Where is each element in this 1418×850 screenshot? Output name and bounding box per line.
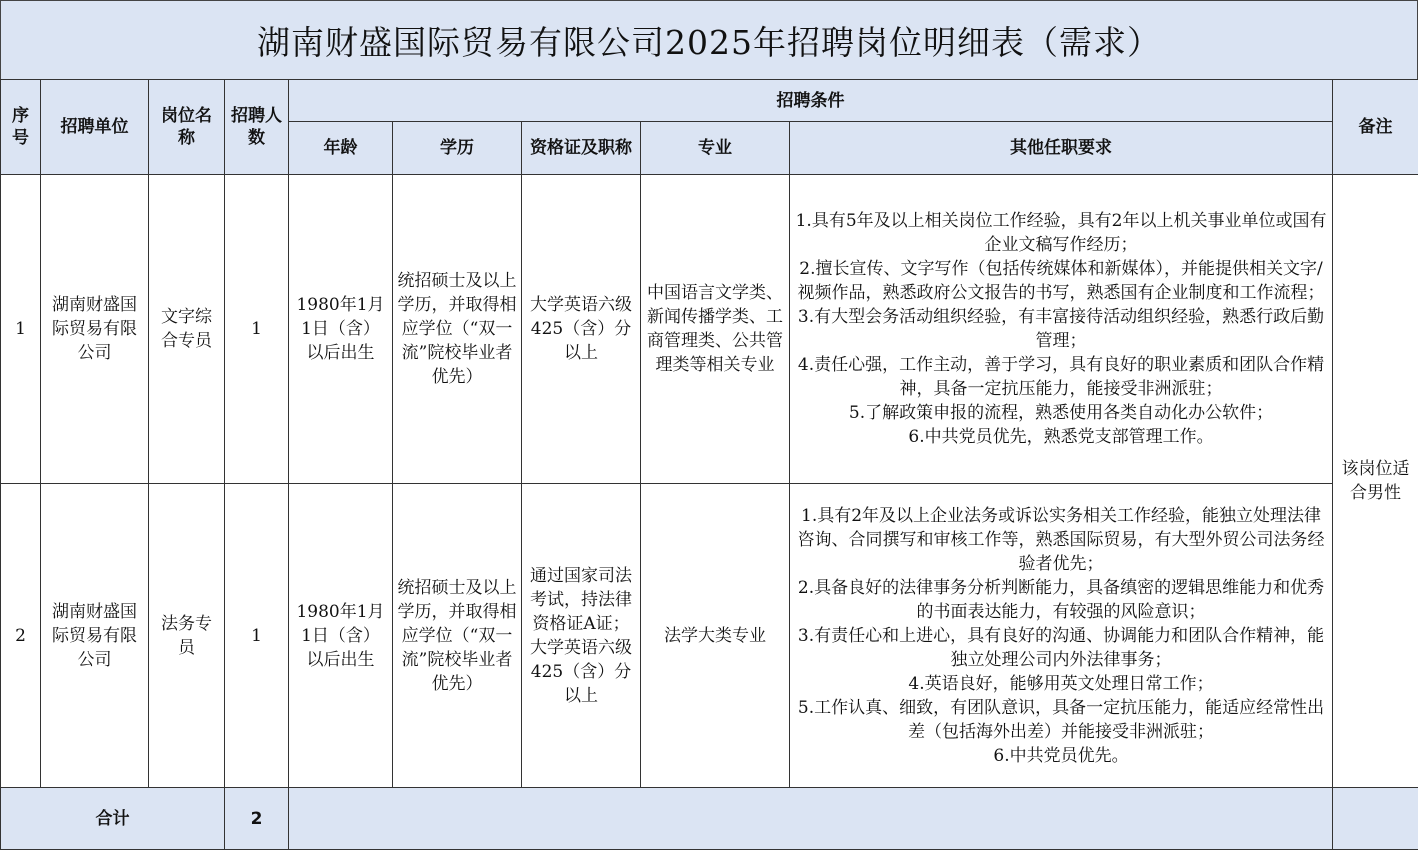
cell-age: 1980年1月1日（含）以后出生 (289, 175, 393, 484)
cell-unit: 湖南财盛国际贸易有限公司 (41, 175, 149, 484)
requirement-item: 4.英语良好，能够用英文处理日常工作； (908, 673, 1214, 694)
cell-position: 文字综合专员 (149, 175, 225, 484)
total-label: 合计 (1, 788, 225, 850)
cell-count: 1 (225, 175, 289, 484)
requirement-item: 1.具有5年及以上相关岗位工作经验，具有2年以上机关事业单位或国有企业文稿写作经历； (795, 211, 1327, 255)
header-row-top (1, 80, 1418, 122)
title-bar (0, 0, 1418, 80)
header-other: 其他任职要求 (790, 122, 1333, 175)
requirement-item: 5.了解政策申报的流程，熟悉使用各类自动化办公软件； (848, 403, 1274, 423)
requirement-item: 2.擅长宣传、文字写作（包括传统媒体和新媒体），并能提供相关文字/视频作品，熟悉政府公文报告的书写，熟悉国有企业制度和工作流程； (797, 259, 1325, 303)
requirement-item: 5.工作认真、细致，有团队意识，具备一定抗压能力，能适应经常性出差（包括海外出差）并能接受非洲派驻； (797, 697, 1325, 742)
table-row (1, 484, 1418, 788)
header-certificate: 资格证及职称 (522, 122, 641, 175)
header-major: 专业 (641, 122, 790, 175)
cell-certificate: 通过国家司法考试，持法律资格证A证；大学英语六级425（含）分以上 (522, 484, 641, 788)
cell-seq: 2 (1, 484, 41, 788)
total-count: 2 (225, 788, 289, 850)
table-row (1, 175, 1418, 484)
cell-certificate: 大学英语六级425（含）分以上 (522, 175, 641, 484)
header-count: 招聘人数 (225, 80, 289, 175)
requirement-item: 2.具备良好的法律事务分析判断能力，具备缜密的逻辑思维能力和优秀的书面表达能力，有较强的风险意识； (797, 577, 1325, 622)
cell-seq: 1 (1, 175, 41, 484)
cell-major: 中国语言文学类、新闻传播学类、工商管理类、公共管理类等相关专业 (641, 175, 790, 484)
cell-unit: 湖南财盛国际贸易有限公司 (41, 484, 149, 788)
header-education: 学历 (393, 122, 522, 175)
cell-age: 1980年1月1日（含）以后出生 (289, 484, 393, 788)
requirement-item: 4.责任心强，工作主动，善于学习，具有良好的职业素质和团队合作精神，具备一定抗压能力，能接受非洲派驻； (797, 355, 1325, 399)
cell-remark: 该岗位适合男性 (1333, 175, 1418, 788)
cell-requirements (790, 175, 1333, 484)
header-remark: 备注 (1333, 80, 1418, 175)
header-conditions: 招聘条件 (289, 80, 1333, 122)
requirement-item: 3.有大型会务活动组织经验，有丰富接待活动组织经验，熟悉行政后勤管理； (797, 307, 1325, 351)
header-position: 岗位名称 (149, 80, 225, 175)
requirement-item: 6.中共党员优先，熟悉党支部管理工作。 (908, 427, 1214, 447)
header-seq: 序号 (1, 80, 41, 175)
header-age: 年龄 (289, 122, 393, 175)
cell-education: 统招硕士及以上学历，并取得相应学位（“双一流”院校毕业者优先） (393, 484, 522, 788)
cell-major: 法学大类专业 (641, 484, 790, 788)
cell-requirements (790, 484, 1333, 788)
cell-position: 法务专员 (149, 484, 225, 788)
total-empty (289, 788, 1333, 850)
header-unit: 招聘单位 (41, 80, 149, 175)
cell-count: 1 (225, 484, 289, 788)
page-title: 湖南财盛国际贸易有限公司2025年招聘岗位明细表（需求） (257, 22, 1161, 62)
cell-education: 统招硕士及以上学历，并取得相应学位（“双一流”院校毕业者优先） (393, 175, 522, 484)
recruitment-table (0, 79, 1418, 850)
total-remark-empty (1333, 788, 1418, 850)
requirement-item: 3.有责任心和上进心，具有良好的沟通、协调能力和团队合作精神，能独立处理公司内外法律事务； (797, 625, 1325, 670)
requirement-item: 6.中共党员优先。 (993, 745, 1129, 766)
total-row (1, 788, 1418, 850)
requirement-item: 1.具有2年及以上企业法务或诉讼实务相关工作经验，能独立处理法律咨询、合同撰写和审核工作等，熟悉国际贸易，有大型外贸公司法务经验者优先； (797, 505, 1325, 574)
